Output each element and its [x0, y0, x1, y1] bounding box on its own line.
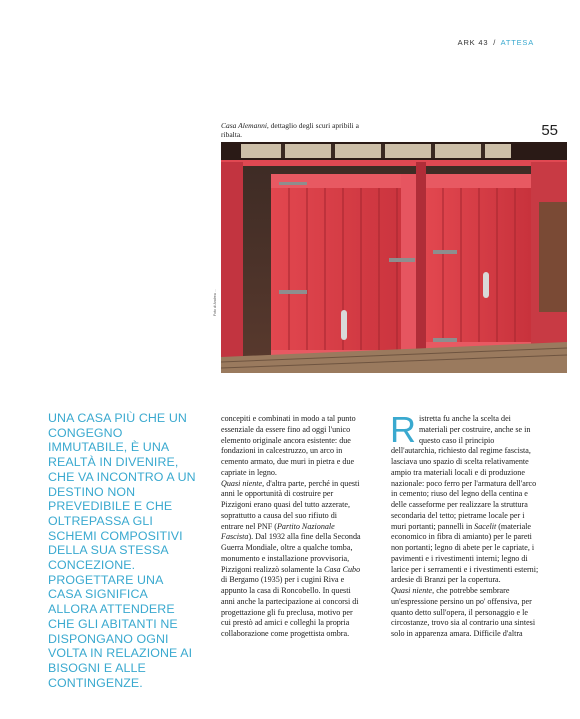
text-column-2 — [221, 414, 361, 640]
pull-quote: UNA CASA PIÙ CHE UN CONGEGNO IMMUTABILE, È UNA REALTÀ IN DIVENIRE, CHE VA INCONTRO A UN DESTINO NON PREVEDIBILE E CHE OLTREPASSA GLI SCHEMI COMPOSITIVI DELLA SUA STESSA CONCEZIONE. PROGETTARE UNA CASA SIGNIFICA ALLORA ATTENDERE CHE GLI ABITANTI NE DISPONGANO OGNI VOLTA IN RELAZIONE AI BISOGNI E ALLE CONTINGENZE. — [48, 411, 196, 690]
col2-p2-part-c: di Bergamo (1935) per i cugini Riva e appunto la casa di Roncobello. In questi anni anche la partecipazione ai concorsi di progettazione gli fu preclusa, motivo per cui prestò ad amici e colleghi la propria collaborazione come progettista ombra. — [221, 575, 359, 638]
col2-paragraph-2 — [221, 479, 361, 640]
background-chair — [539, 202, 567, 312]
col3-sacelit: Sacelit — [474, 521, 497, 531]
middle-post — [416, 162, 426, 373]
running-head — [458, 38, 534, 47]
drop-cap: R — [390, 409, 416, 450]
col2-p2-part-a: , d'altra parte, perché in questi anni le opportunità di costruire per Pizzigoni erano quasi del tutto azzerate, soprattutto a causa del suo rifiuto di entrare nel PNF ( — [221, 478, 360, 531]
section-name: ATTESA — [500, 38, 534, 47]
page-number: 55 — [541, 122, 558, 139]
shutters-illustration — [221, 142, 567, 373]
col3-p1-part-b: (materiale economico in fibra di amianto) per le pareti non portanti; legno di abete per le capriate, i pavimenti e i rivestimenti interni; legno di larice per i serramenti e i rivestimenti esterni; ardesie di Branzi per la copertura. — [391, 521, 539, 585]
left-shutter — [271, 174, 416, 364]
col2-casa-cubo: Casa Cubo — [323, 564, 361, 574]
col3-p1-part-a: istretta fu anche la scelta dei materiali per costruire, anche se in questo caso il principio dell'autarchia, richiesto dal regime fascista, lasciava uno spazio di scelta relativamente ampio tra materiali locali e di produzione nazionale: poco ferro per l'armatura dell'arco in cemento; riuso del legno della centina e delle casseforme per realizzare la struttura secondaria del tetto; pietrame locale per i muri portanti; pannelli in — [391, 414, 537, 531]
col2-paragraph-1: concepiti e combinati in modo a tal punto essenziale da essere fino ad oggi l'unico elemento originale ancora esistente: due fondazioni in calcestruzzo, un arco in cemento armato, due muri in pietra e due capriate in legno. — [221, 414, 356, 477]
col2-quasi-niente: Quasi niente — [221, 478, 263, 488]
right-shutter — [426, 174, 531, 359]
caption-text: , dettaglio degli scuri apribili a ribalta. — [221, 121, 359, 139]
photo-red-shutters — [221, 142, 567, 373]
left-post — [221, 162, 243, 373]
col3-paragraph-2 — [391, 586, 541, 640]
photo-credit: Foto di Andrea ... — [213, 289, 217, 316]
window-sill — [221, 160, 567, 166]
photo-caption — [221, 121, 361, 139]
caption-title: Casa Alemanni — [221, 121, 267, 130]
col2-pnf-italic: Partito Nazionale Fascista — [221, 521, 335, 542]
col3-quasi-niente: Quasi niente — [391, 586, 433, 595]
col3-paragraph-1 — [390, 409, 541, 586]
text-column-3 — [390, 409, 541, 640]
col2-p2-part-b: ). Dal 1932 alla fine della Seconda Guerra Mondiale, oltre a qualche tomba, monumento e installazione provvisoria, Pizzigoni realizzò solamente la — [221, 532, 361, 574]
col3-p2-part-a: , che potrebbe sembrare un'espressione persino un po' offensiva, per quanto detto sull'opera, il personaggio e le circostanze, trovo sia al contrario una sintesi solo in apparenza amara. Difficile d'altra — [391, 586, 536, 638]
magazine-issue: ARK 43 — [457, 38, 489, 47]
header-separator: / — [493, 38, 497, 47]
